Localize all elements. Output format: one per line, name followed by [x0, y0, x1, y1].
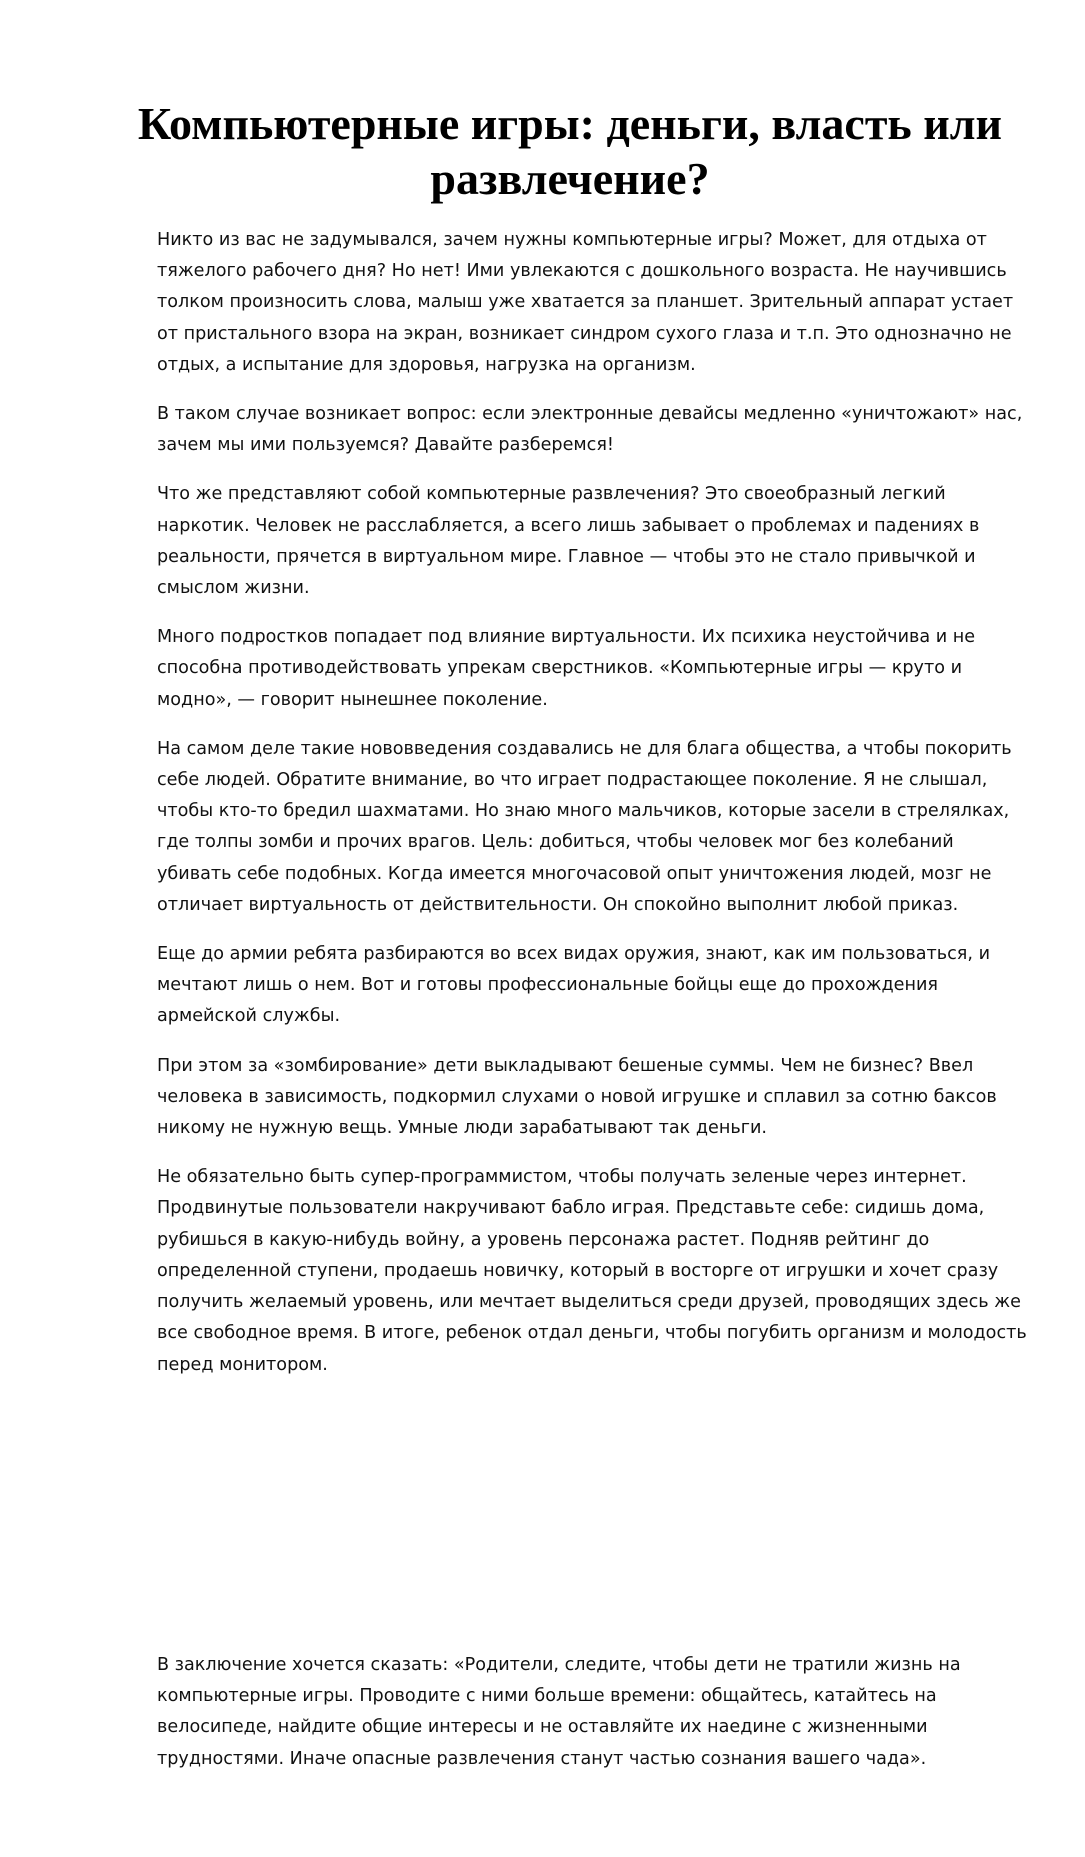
paragraph-8: Не обязательно быть супер-программистом, чтобы получать зеленые через интернет. Продвинутые пользователи накручивают бабло играя. Представьте себе: сидишь дома, рубишься в какую-нибудь войну, а уровень персонажа растет. Подняв рейтинг до определенной ступени, продаешь новичку, который в восторге от игрушки и хочет сразу получить желаемый уровень, или мечтает выделиться среди друзей, проводящих здесь же все свободное время. В итоге, ребенок отдал деньги, чтобы погубить организм и молодость перед монитором.	[157, 1167, 1027, 1375]
paragraph-2: В таком случае возникает вопрос: если электронные девайсы медленно «уничтожают» нас, зачем мы ими пользуемся? Давайте разберемся!	[157, 404, 1023, 456]
paragraph-6: Еще до армии ребята разбираются во всех видах оружия, знают, как им пользоваться, и мечтают лишь о нем. Вот и готовы профессиональные бойцы еще до прохождения армейской службы.	[157, 944, 991, 1027]
paragraph-4: Много подростков попадает под влияние виртуальности. Их психика неустойчива и не способна противодействовать упрекам сверстников. «Компьютерные игры — круто и модно», — говорит нынешнее поколение.	[157, 627, 976, 710]
paragraph-1: Никто из вас не задумывался, зачем нужны компьютерные игры? Может, для отдыха от тяжелого рабочего дня? Но нет! Ими увлекаются с дошкольного возраста. Не научившись толком произносить слова, малыш уже хватается за планшет. Зрительный аппарат устает от пристального взора на экран, возникает синдром сухого глаза и т.п. Это однозначно не отдых, а испытание для здоровья, нагрузка на организм.	[157, 230, 1014, 375]
paragraph-3: Что же представляют собой компьютерные развлечения? Это своеобразный легкий наркотик. Человек не расслабляется, а всего лишь забывает о проблемах и падениях в реальности, прячется в виртуальном мире. Главное — чтобы это не стало привычкой и смыслом жизни.	[157, 484, 980, 599]
document-body	[157, 225, 1027, 1399]
paragraph-5: На самом деле такие нововведения создавались не для блага общества, а чтобы покорить себе людей. Обратите внимание, во что играет подрастающее поколение. Я не слышал, чтобы кто-то бредил шахматами. Но знаю много мальчиков, которые засели в стрелялках, где толпы зомби и прочих врагов. Цель: добиться, чтобы человек мог без колебаний убивать себе подобных. Когда имеется многочасовой опыт уничтожения людей, мозг не отличает виртуальность от действительности. Он спокойно выполнит любой приказ.	[157, 738, 1012, 915]
conclusion-paragraph: В заключение хочется сказать: «Родители, следите, чтобы дети не тратили жизнь на компьютерные игры. Проводите с ними больше времени: общайтесь, катайтесь на велосипеде, найдите общие интересы и не оставляйте их наедине с жизненными трудностями. Иначе опасные развлечения станут частью сознания вашего чада».	[157, 1655, 961, 1769]
paragraph-7: При этом за «зомбирование» дети выкладывают бешеные суммы. Чем не бизнес? Ввел человека в зависимость, подкормил слухами о новой игрушке и сплавил за сотню баксов никому не нужную вещь. Умные люди зарабатывают так деньги.	[157, 1055, 997, 1139]
document-title: Компьютерные игры: деньги, власть или развлечение?	[137, 98, 1003, 204]
